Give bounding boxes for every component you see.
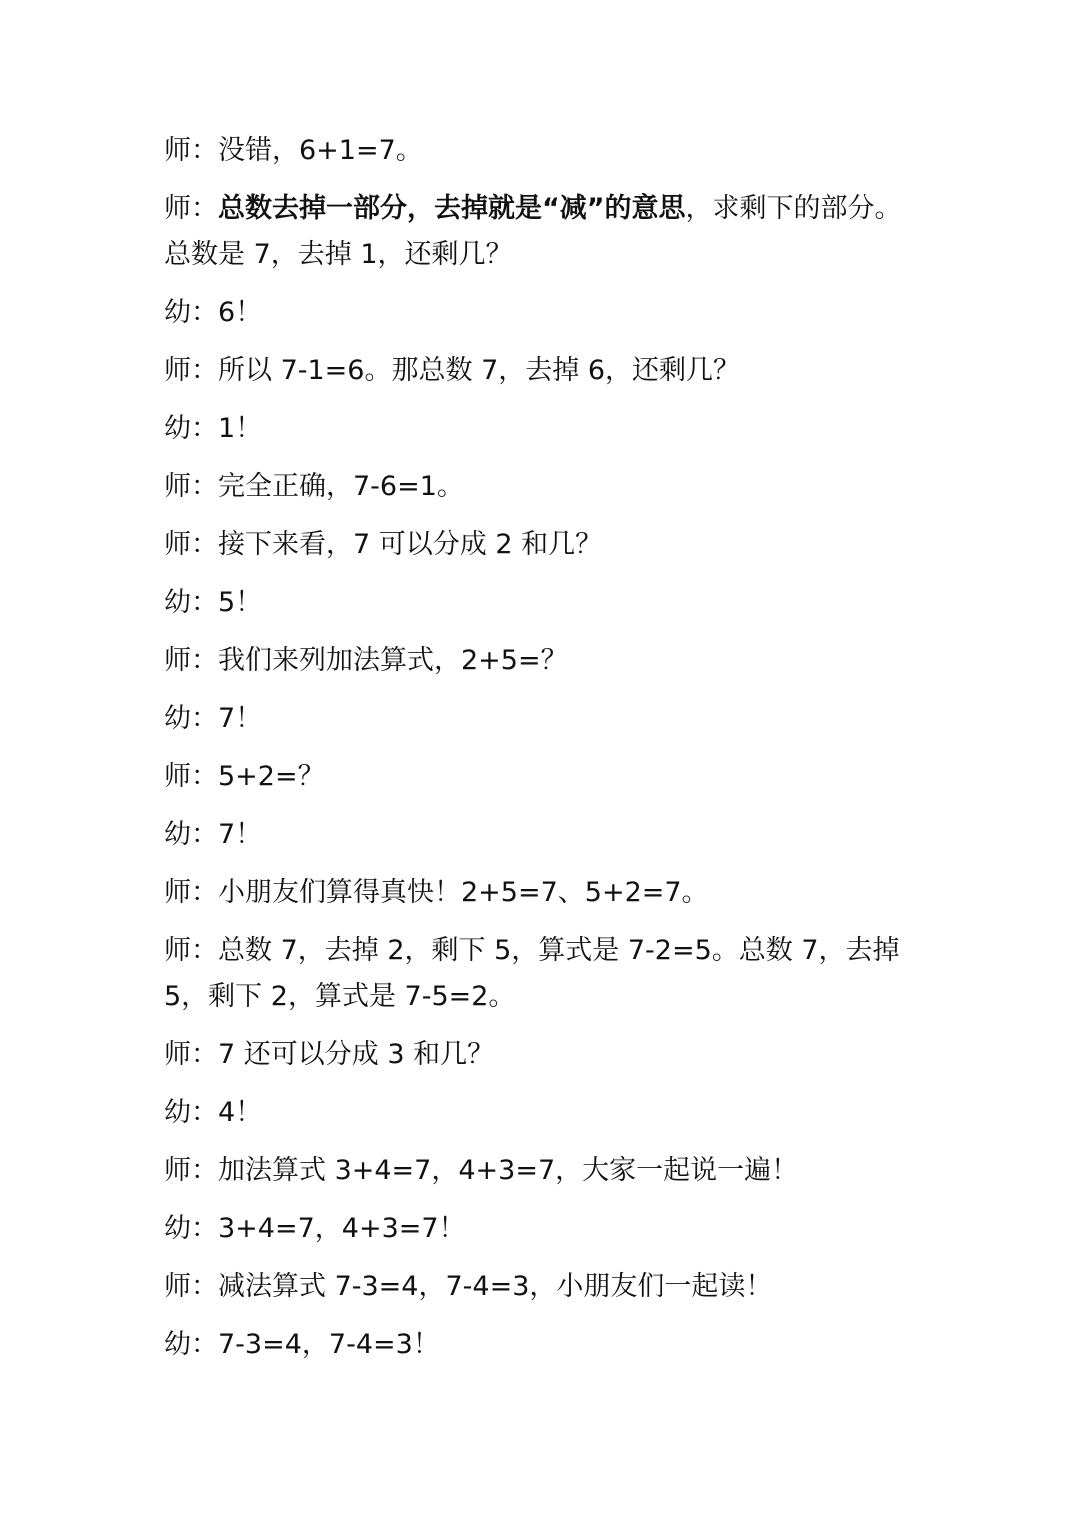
speaker-label: 师： (164, 135, 218, 166)
line-text: 7-3=4，7-4=3！ (218, 1329, 440, 1360)
speaker-label: 幼： (164, 1097, 218, 1128)
dialogue-line (164, 464, 924, 510)
speaker-label: 幼： (164, 413, 218, 444)
line-text: 没错，6+1=7。 (218, 135, 423, 166)
speaker-label: 师： (164, 471, 218, 502)
dialogue-line (164, 1148, 924, 1194)
speaker-label: 师： (164, 645, 218, 676)
dialogue-line (164, 406, 924, 452)
dialogue-line (164, 1206, 924, 1252)
speaker-label: 师： (164, 1039, 218, 1070)
speaker-label: 师： (164, 355, 218, 386)
speaker-label: 师： (164, 761, 218, 792)
line-text: 7！ (218, 703, 263, 734)
speaker-label: 师： (164, 935, 218, 966)
dialogue-line (164, 1322, 924, 1368)
emphasized-text: 总数去掉一部分，去掉就是“减”的意思 (218, 193, 686, 224)
dialogue-line (164, 754, 924, 800)
line-text: 5！ (218, 587, 263, 618)
line-text: ，求剩下的部分。总数是 7，去掉 1，还剩几？ (164, 193, 902, 270)
speaker-label: 师： (164, 1155, 218, 1186)
speaker-label: 幼： (164, 587, 218, 618)
speaker-label: 幼： (164, 297, 218, 328)
dialogue-line (164, 348, 924, 394)
line-text: 1！ (218, 413, 263, 444)
line-text: 7！ (218, 819, 263, 850)
dialogue-line (164, 290, 924, 336)
dialogue-line (164, 580, 924, 626)
line-text: 小朋友们算得真快！2+5=7、5+2=7。 (218, 877, 709, 908)
dialogue-line (164, 186, 924, 278)
line-text: 6！ (218, 297, 263, 328)
dialogue-line (164, 1264, 924, 1310)
dialogue-line (164, 638, 924, 684)
line-text: 总数 7，去掉 2，剩下 5，算式是 7-2=5。总数 7，去掉 5，剩下 2，算式是 7-5=2。 (164, 935, 900, 1012)
speaker-label: 师： (164, 877, 218, 908)
speaker-label: 师： (164, 529, 218, 560)
line-text: 我们来列加法算式，2+5=？ (218, 645, 568, 676)
line-text: 5+2=？ (218, 761, 325, 792)
speaker-label: 师： (164, 1271, 218, 1302)
speaker-label: 幼： (164, 1329, 218, 1360)
dialogue-line (164, 1032, 924, 1078)
speaker-label: 幼： (164, 1213, 218, 1244)
speaker-label: 幼： (164, 703, 218, 734)
line-text: 3+4=7，4+3=7！ (218, 1213, 466, 1244)
dialogue-transcript (164, 128, 924, 1380)
dialogue-line (164, 812, 924, 858)
line-text: 加法算式 3+4=7，4+3=7，大家一起说一遍！ (218, 1155, 799, 1186)
dialogue-line (164, 928, 924, 1020)
line-text: 7 还可以分成 3 和几？ (218, 1039, 495, 1070)
dialogue-line (164, 696, 924, 742)
speaker-label: 幼： (164, 819, 218, 850)
line-text: 减法算式 7-3=4，7-4=3，小朋友们一起读！ (218, 1271, 773, 1302)
line-text: 4！ (218, 1097, 263, 1128)
dialogue-line (164, 522, 924, 568)
speaker-label: 师： (164, 193, 218, 224)
dialogue-line (164, 1090, 924, 1136)
line-text: 完全正确，7-6=1。 (218, 471, 464, 502)
dialogue-line (164, 870, 924, 916)
line-text: 所以 7-1=6。那总数 7，去掉 6，还剩几？ (218, 355, 741, 386)
line-text: 接下来看，7 可以分成 2 和几？ (218, 529, 603, 560)
dialogue-line (164, 128, 924, 174)
